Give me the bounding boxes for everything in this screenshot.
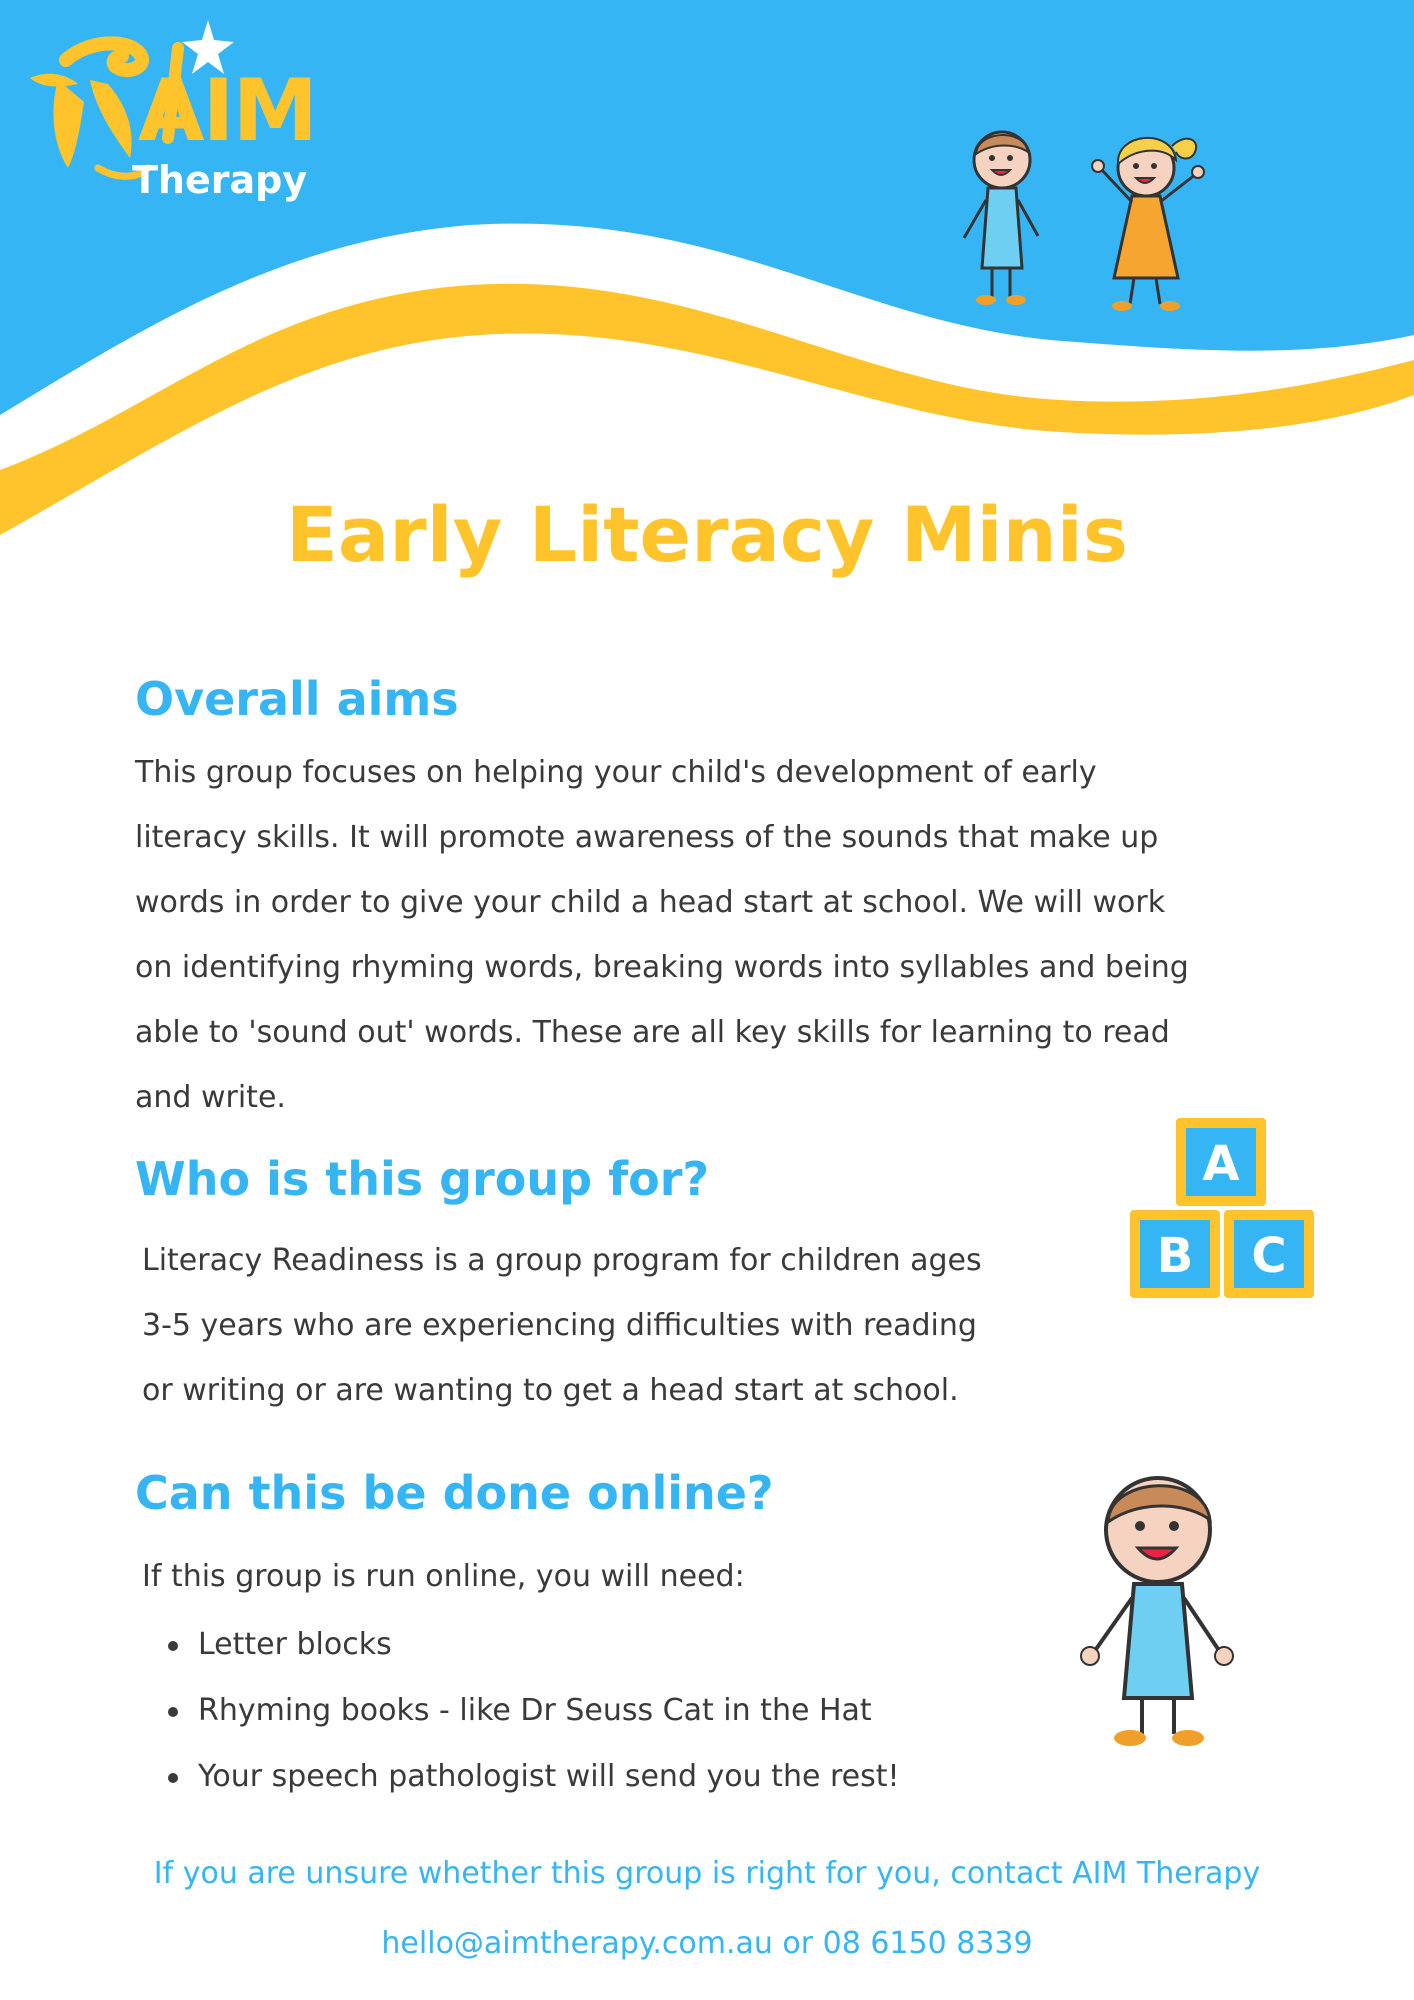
- aims-line: This group focuses on helping your child's development of early: [135, 755, 1097, 790]
- section-heading-aims: Overall aims: [135, 672, 459, 726]
- who-paragraph: [142, 1228, 1082, 1423]
- logo-subtitle: Therapy: [132, 158, 308, 202]
- section-heading-online: Can this be done online?: [135, 1466, 774, 1520]
- block-a-letter: A: [1202, 1136, 1240, 1192]
- page-title: Early Literacy Minis: [286, 490, 1128, 579]
- who-line: Literacy Readiness is a group program for children ages: [142, 1243, 982, 1278]
- aims-line: on identifying rhyming words, breaking words into syllables and being: [135, 950, 1189, 985]
- aims-line: able to 'sound out' words. These are all key skills for learning to read: [135, 1015, 1170, 1050]
- aims-paragraph: [135, 740, 1295, 1130]
- footer-contact-details[interactable]: hello@aimtherapy.com.au or 08 6150 8339: [381, 1926, 1033, 1961]
- aims-line: literacy skills. It will promote awareness of the sounds that make up: [135, 820, 1159, 855]
- block-b-letter: B: [1156, 1228, 1194, 1284]
- section-heading-who: Who is this group for?: [135, 1152, 710, 1206]
- aims-line: and write.: [135, 1080, 286, 1115]
- online-intro: If this group is run online, you will need:: [142, 1559, 745, 1594]
- list-item: Letter blocks: [142, 1612, 1042, 1678]
- who-line: or writing or are wanting to get a head start at school.: [142, 1373, 959, 1408]
- who-line: 3-5 years who are experiencing difficulties with reading: [142, 1308, 977, 1343]
- block-c-letter: C: [1251, 1228, 1287, 1284]
- list-item: Your speech pathologist will send you the rest!: [142, 1744, 1042, 1810]
- logo-letters: AIM: [138, 61, 317, 161]
- two-children-illustration: [950, 118, 1230, 318]
- footer-contact-line: If you are unsure whether this group is right for you, contact AIM Therapy: [153, 1856, 1261, 1891]
- boy-illustration: [1068, 1462, 1248, 1752]
- online-needs-list: [142, 1612, 1042, 1810]
- aims-line: words in order to give your child a head start at school. We will work: [135, 885, 1166, 920]
- list-item: Rhyming books - like Dr Seuss Cat in the Hat: [142, 1678, 1042, 1744]
- abc-blocks-illustration: [1126, 1112, 1322, 1308]
